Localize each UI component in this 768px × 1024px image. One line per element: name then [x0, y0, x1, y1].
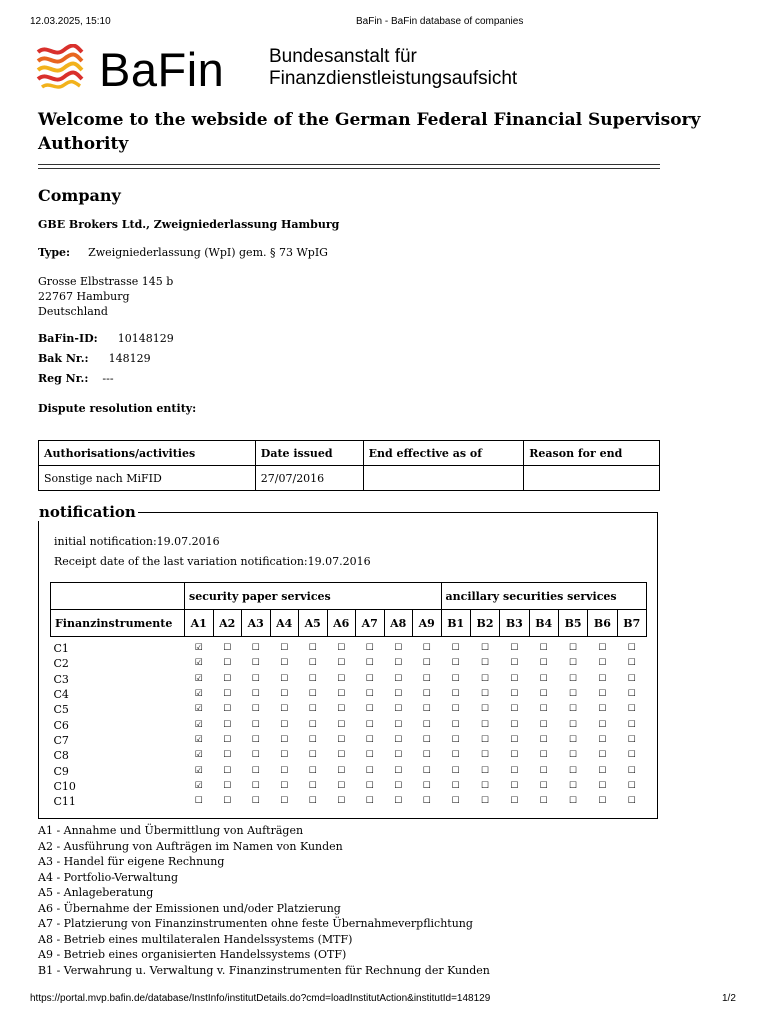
column-header-b5: B5: [558, 610, 587, 637]
unchecked-checkbox: ☐: [480, 643, 490, 654]
unchecked-checkbox: ☐: [627, 765, 636, 776]
unchecked-checkbox: ☐: [394, 734, 403, 745]
unchecked-checkbox: ☐: [510, 719, 519, 730]
unchecked-checkbox: ☐: [422, 765, 431, 776]
group-header-ancillary: ancillary securities services: [441, 583, 647, 610]
checked-checkbox: ☑: [194, 673, 203, 684]
row-label: C4: [53, 688, 69, 702]
unchecked-checkbox: ☐: [251, 796, 260, 807]
unchecked-checkbox: ☐: [598, 704, 607, 715]
unchecked-checkbox: ☐: [365, 704, 374, 715]
row-header: Finanzinstrumente: [51, 610, 185, 637]
unchecked-checkbox: ☐: [480, 734, 490, 745]
unchecked-checkbox: ☐: [627, 673, 636, 684]
unchecked-checkbox: ☐: [598, 750, 607, 761]
unchecked-checkbox: ☐: [308, 643, 317, 654]
unchecked-checkbox: ☐: [251, 719, 260, 730]
print-page-counter: 1/2: [722, 993, 736, 1004]
group-header-security-paper: security paper services: [185, 583, 442, 610]
unchecked-checkbox: ☐: [627, 796, 636, 807]
logo-wordmark: BaFin: [99, 43, 225, 96]
checked-checkbox: ☑: [194, 765, 203, 776]
unchecked-checkbox: ☐: [451, 734, 460, 745]
unchecked-checkbox: ☐: [598, 780, 607, 791]
unchecked-checkbox: ☐: [598, 719, 607, 730]
unchecked-checkbox: ☐: [569, 704, 578, 715]
unchecked-checkbox: ☐: [480, 796, 490, 807]
unchecked-checkbox: ☐: [394, 658, 403, 669]
column-header: End effective as of: [363, 441, 524, 466]
unchecked-checkbox: ☐: [337, 780, 346, 791]
unchecked-checkbox: ☐: [308, 673, 317, 684]
unchecked-checkbox: ☐: [394, 750, 403, 761]
unchecked-checkbox: ☐: [280, 780, 289, 791]
row-label: C3: [53, 672, 69, 686]
unchecked-checkbox: ☐: [337, 643, 346, 654]
unchecked-checkbox: ☐: [223, 796, 232, 807]
unchecked-checkbox: ☐: [365, 780, 374, 791]
unchecked-checkbox: ☐: [422, 643, 431, 654]
unchecked-checkbox: ☐: [539, 673, 548, 684]
company-name: GBE Brokers Ltd., Zweigniederlassung Hamburg: [38, 218, 340, 231]
table-cell: Sonstige nach MiFID: [39, 466, 256, 491]
unchecked-checkbox: ☐: [539, 765, 548, 776]
unchecked-checkbox: ☐: [280, 765, 289, 776]
row-label: C2: [53, 657, 69, 671]
unchecked-checkbox: ☐: [422, 796, 431, 807]
table-row: [51, 794, 647, 809]
unchecked-checkbox: ☐: [308, 719, 317, 730]
unchecked-checkbox: ☐: [510, 750, 519, 761]
reg-nr: Reg Nr.: ---: [38, 372, 114, 385]
unchecked-checkbox: ☐: [251, 643, 260, 654]
unchecked-checkbox: ☐: [308, 796, 317, 807]
unchecked-checkbox: ☐: [251, 780, 260, 791]
table-header-row: [39, 441, 660, 466]
column-header: Reason for end: [524, 441, 660, 466]
unchecked-checkbox: ☐: [280, 719, 289, 730]
legend-item: A1 - Annahme und Übermittlung von Aufträgen: [38, 824, 304, 837]
checked-checkbox: ☑: [194, 689, 203, 700]
table-row: [39, 466, 660, 491]
column-header-b3: B3: [500, 610, 529, 637]
unchecked-checkbox: ☐: [280, 796, 289, 807]
unchecked-checkbox: ☐: [422, 673, 431, 684]
legend-item: A8 - Betrieb eines multilateralen Handelssystems (MTF): [38, 932, 353, 946]
column-header-b4: B4: [529, 610, 558, 637]
column-header-b2: B2: [470, 610, 499, 637]
unchecked-checkbox: ☐: [539, 796, 548, 807]
column-header: Date issued: [255, 441, 363, 466]
unchecked-checkbox: ☐: [539, 780, 548, 791]
unchecked-checkbox: ☐: [337, 719, 346, 730]
unchecked-checkbox: ☐: [627, 689, 636, 700]
unchecked-checkbox: ☐: [223, 658, 232, 669]
column-header-a3: A3: [242, 610, 271, 637]
unchecked-checkbox: ☐: [598, 796, 607, 807]
unchecked-checkbox: ☐: [451, 643, 460, 654]
unchecked-checkbox: ☐: [280, 689, 289, 700]
receipt-notification: Receipt date of the last variation notification:19.07.2016: [54, 555, 371, 568]
unchecked-checkbox: ☐: [627, 719, 636, 730]
unchecked-checkbox: ☐: [627, 643, 636, 654]
unchecked-checkbox: ☐: [598, 734, 607, 745]
table-row: [51, 672, 647, 687]
unchecked-checkbox: ☐: [451, 719, 460, 730]
unchecked-checkbox: ☐: [627, 704, 636, 715]
table-cell: [363, 466, 524, 491]
unchecked-checkbox: ☐: [569, 658, 578, 669]
unchecked-checkbox: ☐: [627, 658, 636, 669]
table-row: [51, 687, 647, 702]
unchecked-checkbox: ☐: [539, 734, 548, 745]
unchecked-checkbox: ☐: [308, 765, 317, 776]
column-header-a7: A7: [356, 610, 385, 637]
unchecked-checkbox: ☐: [510, 689, 519, 700]
unchecked-checkbox: ☐: [394, 673, 403, 684]
unchecked-checkbox: ☐: [251, 734, 260, 745]
unchecked-checkbox: ☐: [394, 704, 403, 715]
column-header-a8: A8: [384, 610, 413, 637]
unchecked-checkbox: ☐: [280, 673, 289, 684]
unchecked-checkbox: ☐: [539, 689, 548, 700]
unchecked-checkbox: ☐: [308, 658, 317, 669]
checked-checkbox: ☑: [194, 658, 203, 669]
legend-item: A3 - Handel für eigene Rechnung: [38, 855, 225, 868]
row-label: C10: [53, 779, 76, 793]
row-label: C8: [53, 749, 69, 763]
unchecked-checkbox: ☐: [422, 689, 431, 700]
logo-subtitle: Bundesanstalt für Finanzdienstleistungsaufsicht: [269, 46, 518, 89]
unchecked-checkbox: ☐: [394, 765, 403, 776]
matrix-group-row: [51, 583, 647, 610]
welcome-heading: Welcome to the webside of the German Federal Financial Supervisory Authority: [38, 110, 701, 154]
service-legend-list: [38, 823, 490, 978]
unchecked-checkbox: ☐: [280, 704, 289, 715]
column-header: Authorisations/activities: [39, 441, 256, 466]
unchecked-checkbox: ☐: [539, 704, 548, 715]
unchecked-checkbox: ☐: [569, 796, 578, 807]
unchecked-checkbox: ☐: [539, 658, 548, 669]
unchecked-checkbox: ☐: [223, 719, 232, 730]
unchecked-checkbox: ☐: [337, 658, 346, 669]
unchecked-checkbox: ☐: [569, 780, 578, 791]
unchecked-checkbox: ☐: [365, 658, 374, 669]
unchecked-checkbox: ☐: [480, 719, 490, 730]
unchecked-checkbox: ☐: [223, 643, 232, 654]
unchecked-checkbox: ☐: [539, 750, 548, 761]
unchecked-checkbox: ☐: [510, 780, 519, 791]
column-header-a1: A1: [185, 610, 214, 637]
unchecked-checkbox: ☐: [394, 643, 403, 654]
unchecked-checkbox: ☐: [365, 689, 374, 700]
authorisations-table: [38, 440, 660, 491]
unchecked-checkbox: ☐: [308, 734, 317, 745]
unchecked-checkbox: ☐: [569, 689, 578, 700]
table-cell: 27/07/2016: [255, 466, 363, 491]
legend-item: B1 - Verwahrung u. Verwaltung v. Finanzinstrumenten für Rechnung der Kunden: [38, 963, 490, 977]
unchecked-checkbox: ☐: [480, 780, 490, 791]
table-row: [51, 779, 647, 794]
bafin-id: BaFin-ID: 10148129: [38, 332, 174, 345]
unchecked-checkbox: ☐: [510, 765, 519, 776]
company-section-title: Company: [38, 186, 121, 205]
table-row: [51, 702, 647, 717]
print-url: https://portal.mvp.bafin.de/database/InstInfo/institutDetails.do?cmd=loadInstitutAction&institutId=148129: [30, 993, 491, 1004]
checked-checkbox: ☑: [194, 734, 203, 745]
unchecked-checkbox: ☐: [337, 796, 346, 807]
unchecked-checkbox: ☐: [510, 643, 519, 654]
unchecked-checkbox: ☐: [480, 673, 490, 684]
unchecked-checkbox: ☐: [280, 643, 289, 654]
unchecked-checkbox: ☐: [480, 658, 490, 669]
column-header-a6: A6: [327, 610, 356, 637]
unchecked-checkbox: ☐: [337, 765, 346, 776]
checked-checkbox: ☑: [194, 750, 203, 761]
legend-item: A2 - Ausführung von Aufträgen im Namen von Kunden: [38, 839, 343, 853]
unchecked-checkbox: ☐: [510, 704, 519, 715]
table-cell: [524, 466, 660, 491]
unchecked-checkbox: ☐: [280, 750, 289, 761]
unchecked-checkbox: ☐: [223, 704, 232, 715]
legend-item: A6 - Übernahme der Emissionen und/oder Platzierung: [38, 901, 341, 915]
column-header-a9: A9: [413, 610, 442, 637]
print-page-title: BaFin - BaFin database of companies: [356, 16, 524, 27]
unchecked-checkbox: ☐: [223, 689, 232, 700]
table-row: [51, 748, 647, 763]
unchecked-checkbox: ☐: [598, 643, 607, 654]
row-label: C1: [53, 642, 69, 656]
row-label: C7: [53, 733, 69, 747]
unchecked-checkbox: ☐: [337, 734, 346, 745]
unchecked-checkbox: ☐: [394, 689, 403, 700]
unchecked-checkbox: ☐: [337, 673, 346, 684]
matrix-corner: [51, 583, 185, 610]
unchecked-checkbox: ☐: [422, 734, 431, 745]
table-row: [51, 656, 647, 671]
bafin-logo[interactable]: [36, 40, 556, 100]
checked-checkbox: ☑: [194, 719, 203, 730]
unchecked-checkbox: ☐: [251, 750, 260, 761]
row-label: C9: [53, 764, 69, 778]
unchecked-checkbox: ☐: [451, 658, 460, 669]
unchecked-checkbox: ☐: [365, 734, 374, 745]
unchecked-checkbox: ☐: [337, 704, 346, 715]
unchecked-checkbox: ☐: [569, 673, 578, 684]
unchecked-checkbox: ☐: [569, 643, 578, 654]
unchecked-checkbox: ☐: [539, 643, 548, 654]
unchecked-checkbox: ☐: [451, 765, 460, 776]
financial-instruments-matrix: [50, 582, 647, 809]
column-header-b7: B7: [617, 610, 646, 637]
unchecked-checkbox: ☐: [308, 704, 317, 715]
table-row: [51, 733, 647, 748]
legend-item: A4 - Portfolio-Verwaltung: [38, 870, 179, 884]
unchecked-checkbox: ☐: [569, 734, 578, 745]
unchecked-checkbox: ☐: [451, 780, 460, 791]
unchecked-checkbox: ☐: [480, 765, 490, 776]
unchecked-checkbox: ☐: [251, 673, 260, 684]
column-header-a2: A2: [213, 610, 242, 637]
company-address: Grosse Elbstrasse 145 b 22767 Hamburg Deutschland: [38, 275, 174, 318]
unchecked-checkbox: ☐: [510, 658, 519, 669]
legend-item: A9 - Betrieb eines organisierten Handelssystems (OTF): [38, 948, 347, 961]
unchecked-checkbox: ☐: [569, 719, 578, 730]
legend-item: A7 - Platzierung von Finanzinstrumenten ohne feste Übernahmeverpflichtung: [38, 917, 473, 930]
unchecked-checkbox: ☐: [280, 734, 289, 745]
row-label: C5: [53, 703, 69, 717]
unchecked-checkbox: ☐: [510, 796, 519, 807]
unchecked-checkbox: ☐: [337, 750, 346, 761]
row-label: C11: [53, 795, 76, 809]
unchecked-checkbox: ☐: [251, 689, 260, 700]
unchecked-checkbox: ☐: [510, 734, 519, 745]
unchecked-checkbox: ☐: [422, 658, 431, 669]
unchecked-checkbox: ☐: [337, 689, 346, 700]
table-row: [51, 641, 647, 656]
unchecked-checkbox: ☐: [194, 796, 203, 807]
unchecked-checkbox: ☐: [451, 689, 460, 700]
unchecked-checkbox: ☐: [394, 719, 403, 730]
initial-notification: initial notification:19.07.2016: [54, 535, 220, 548]
unchecked-checkbox: ☐: [365, 643, 374, 654]
unchecked-checkbox: ☐: [223, 780, 232, 791]
unchecked-checkbox: ☐: [422, 719, 431, 730]
unchecked-checkbox: ☐: [480, 750, 490, 761]
unchecked-checkbox: ☐: [627, 734, 636, 745]
unchecked-checkbox: ☐: [627, 780, 636, 791]
checked-checkbox: ☑: [194, 643, 203, 654]
unchecked-checkbox: ☐: [569, 765, 578, 776]
matrix-column-row: [51, 610, 647, 637]
unchecked-checkbox: ☐: [480, 689, 490, 700]
table-row: [51, 717, 647, 732]
unchecked-checkbox: ☐: [598, 673, 607, 684]
unchecked-checkbox: ☐: [308, 780, 317, 791]
unchecked-checkbox: ☐: [451, 704, 460, 715]
unchecked-checkbox: ☐: [280, 658, 289, 669]
unchecked-checkbox: ☐: [422, 750, 431, 761]
unchecked-checkbox: ☐: [223, 765, 232, 776]
dispute-resolution-label: Dispute resolution entity:: [38, 402, 197, 415]
unchecked-checkbox: ☐: [598, 689, 607, 700]
double-divider: [38, 164, 660, 169]
unchecked-checkbox: ☐: [451, 796, 460, 807]
column-header-a5: A5: [299, 610, 328, 637]
row-label: C6: [53, 718, 69, 732]
unchecked-checkbox: ☐: [394, 796, 403, 807]
unchecked-checkbox: ☐: [308, 689, 317, 700]
column-header-b6: B6: [588, 610, 617, 637]
unchecked-checkbox: ☐: [451, 750, 460, 761]
checked-checkbox: ☑: [194, 704, 203, 715]
unchecked-checkbox: ☐: [451, 673, 460, 684]
legend-item: A5 - Anlageberatung: [38, 886, 154, 899]
unchecked-checkbox: ☐: [365, 765, 374, 776]
unchecked-checkbox: ☐: [394, 780, 403, 791]
column-header-a4: A4: [270, 610, 299, 637]
unchecked-checkbox: ☐: [510, 673, 519, 684]
unchecked-checkbox: ☐: [422, 780, 431, 791]
unchecked-checkbox: ☐: [539, 719, 548, 730]
unchecked-checkbox: ☐: [598, 765, 607, 776]
unchecked-checkbox: ☐: [251, 704, 260, 715]
unchecked-checkbox: ☐: [422, 704, 431, 715]
company-type: Type: Zweigniederlassung (WpI) gem. § 73 WpIG: [38, 246, 328, 259]
table-row: [51, 763, 647, 778]
bafin-waves-icon: [36, 44, 86, 90]
column-header-b1: B1: [441, 610, 470, 637]
unchecked-checkbox: ☐: [598, 658, 607, 669]
unchecked-checkbox: ☐: [365, 750, 374, 761]
unchecked-checkbox: ☐: [365, 796, 374, 807]
bak-nr: Bak Nr.: 148129: [38, 352, 151, 365]
unchecked-checkbox: ☐: [251, 765, 260, 776]
unchecked-checkbox: ☐: [308, 750, 317, 761]
unchecked-checkbox: ☐: [223, 734, 232, 745]
unchecked-checkbox: ☐: [365, 673, 374, 684]
print-datetime: 12.03.2025, 15:10: [30, 16, 111, 27]
unchecked-checkbox: ☐: [627, 750, 636, 761]
unchecked-checkbox: ☐: [365, 719, 374, 730]
unchecked-checkbox: ☐: [569, 750, 578, 761]
unchecked-checkbox: ☐: [251, 658, 260, 669]
checked-checkbox: ☑: [194, 780, 203, 791]
notification-legend: notification: [39, 503, 136, 521]
unchecked-checkbox: ☐: [223, 673, 232, 684]
unchecked-checkbox: ☐: [223, 750, 232, 761]
unchecked-checkbox: ☐: [480, 704, 490, 715]
